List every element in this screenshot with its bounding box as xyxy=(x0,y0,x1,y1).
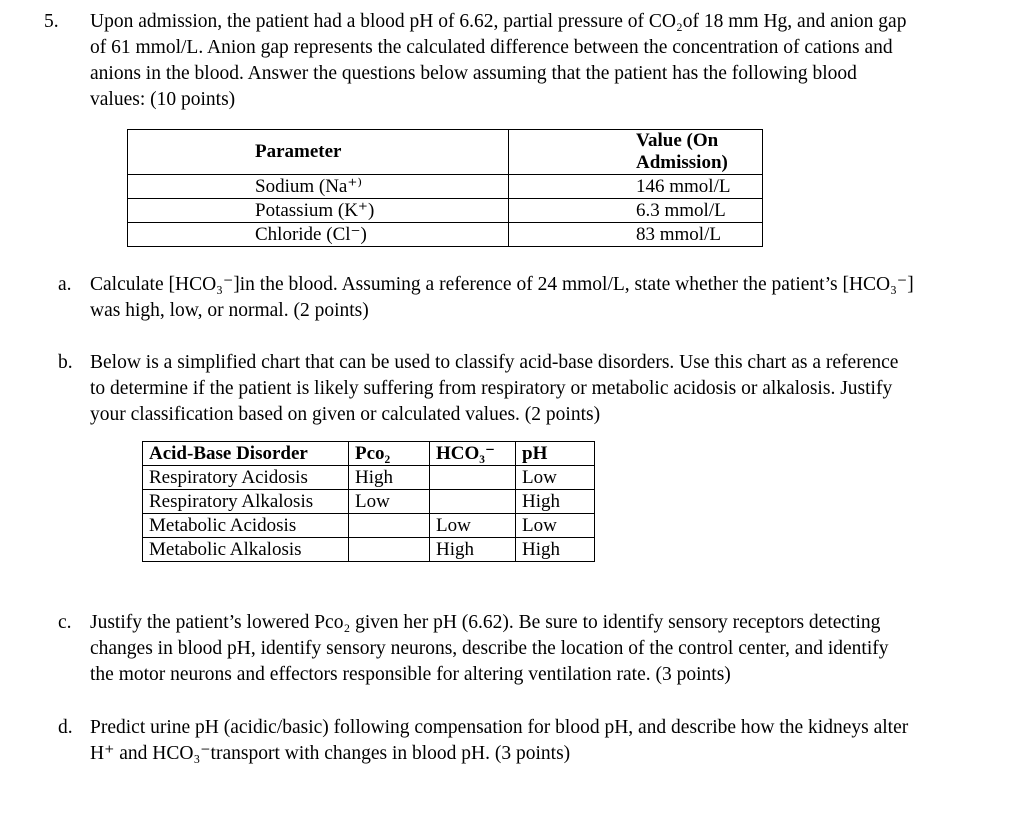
hco3-cell: High xyxy=(430,538,516,562)
acid-base-table xyxy=(142,441,595,562)
part-b-text xyxy=(90,350,990,428)
part-d-text xyxy=(90,715,990,767)
parameters-table xyxy=(127,129,763,247)
part-c-label: c. xyxy=(58,612,72,633)
header-parameter: Parameter xyxy=(128,130,509,175)
value-cell: 146 mmol/L xyxy=(509,175,763,199)
intro-line: of 61 mmol/L. Anion gap represents the calculated difference between the concentration of cations and xyxy=(90,37,893,58)
disorder-cell: Respiratory Alkalosis xyxy=(143,490,349,514)
header-disorder: Acid-Base Disorder xyxy=(143,442,349,466)
part-c-line: changes in blood pH, identify sensory neurons, describe the location of the control center, and identify xyxy=(90,638,889,659)
intro-line: Upon admission, the patient had a blood pH of 6.62, partial pressure of CO₂of 18 mm Hg, and anion gap xyxy=(90,11,907,32)
header-ph: pH xyxy=(516,442,595,466)
ph-cell: High xyxy=(516,490,595,514)
table-row xyxy=(143,466,595,490)
pco2-cell: Low xyxy=(349,490,430,514)
part-d-line: H⁺ and HCO₃⁻transport with changes in blood pH. (3 points) xyxy=(90,743,571,764)
pco2-cell: High xyxy=(349,466,430,490)
part-c-line: Justify the patient’s lowered Pco₂ given her pH (6.62). Be sure to identify sensory receptors detecting xyxy=(90,612,881,633)
part-d-label: d. xyxy=(58,717,73,738)
ph-cell: High xyxy=(516,538,595,562)
header-value: Value (On Admission) xyxy=(509,130,763,175)
table-row xyxy=(128,199,763,223)
disorder-cell: Respiratory Acidosis xyxy=(143,466,349,490)
table-header-row xyxy=(143,442,595,466)
value-cell: 6.3 mmol/L xyxy=(509,199,763,223)
table-header-row xyxy=(128,130,763,175)
part-b-line: to determine if the patient is likely suffering from respiratory or metabolic acidosis or alkalosis. Justify xyxy=(90,378,893,399)
part-b-line: Below is a simplified chart that can be used to classify acid-base disorders. Use this chart as a reference xyxy=(90,352,899,373)
disorder-cell: Metabolic Alkalosis xyxy=(143,538,349,562)
table-row xyxy=(128,175,763,199)
pco2-cell xyxy=(349,538,430,562)
header-hco3: HCO₃⁻ xyxy=(430,442,516,466)
part-a-line: Calculate [HCO₃⁻]in the blood. Assuming a reference of 24 mmol/L, state whether the patient’s [HCO₃⁻] xyxy=(90,274,914,295)
part-c-text xyxy=(90,610,990,688)
part-b-line: your classification based on given or calculated values. (2 points) xyxy=(90,404,601,425)
header-pco2: Pco₂ xyxy=(349,442,430,466)
intro-line: values: (10 points) xyxy=(90,89,236,110)
table-row xyxy=(143,490,595,514)
part-d-line: Predict urine pH (acidic/basic) following compensation for blood pH, and describe how the kidneys alter xyxy=(90,717,909,738)
intro-line: anions in the blood. Answer the questions below assuming that the patient has the following blood xyxy=(90,63,857,84)
parameter-cell: Sodium (Na⁺⁾ xyxy=(128,175,509,199)
hco3-cell xyxy=(430,490,516,514)
parameter-cell: Chloride (Cl⁻) xyxy=(128,223,509,247)
question-intro xyxy=(90,9,990,113)
ph-cell: Low xyxy=(516,514,595,538)
hco3-cell xyxy=(430,466,516,490)
part-b-label: b. xyxy=(58,352,73,373)
table-row xyxy=(128,223,763,247)
question-number: 5. xyxy=(44,11,59,32)
part-a-text xyxy=(90,272,990,324)
parameter-cell: Potassium (K⁺) xyxy=(128,199,509,223)
table-row xyxy=(143,538,595,562)
ph-cell: Low xyxy=(516,466,595,490)
part-a-label: a. xyxy=(58,274,72,295)
hco3-cell: Low xyxy=(430,514,516,538)
pco2-cell xyxy=(349,514,430,538)
value-cell: 83 mmol/L xyxy=(509,223,763,247)
part-a-line: was high, low, or normal. (2 points) xyxy=(90,300,369,321)
table-row xyxy=(143,514,595,538)
disorder-cell: Metabolic Acidosis xyxy=(143,514,349,538)
part-c-line: the motor neurons and effectors responsible for altering ventilation rate. (3 points) xyxy=(90,664,731,685)
